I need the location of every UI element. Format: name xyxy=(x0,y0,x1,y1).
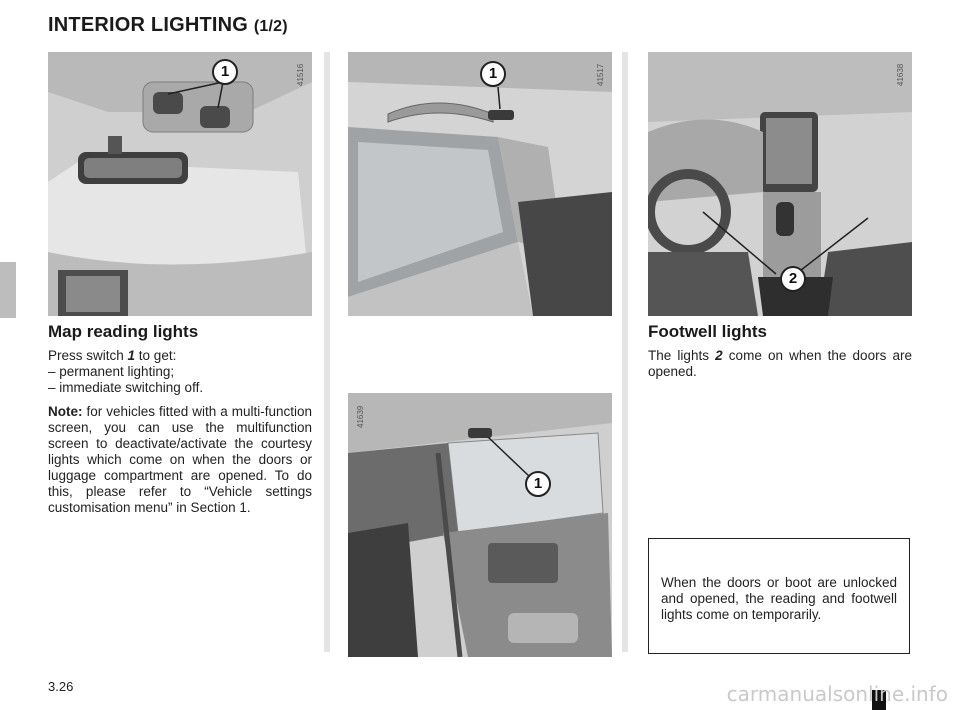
footwell-text: The lights xyxy=(648,348,716,363)
rear-light-drawing xyxy=(348,393,612,657)
map-reading-lights-text xyxy=(48,348,312,524)
info-note-box xyxy=(648,538,910,654)
note-paragraph xyxy=(48,404,312,516)
switch-ref: 1 xyxy=(127,348,136,363)
page-title xyxy=(48,14,288,37)
intro-line xyxy=(48,348,312,396)
footwell-lights-illustration xyxy=(648,52,912,316)
door-courtesy-light-illustration xyxy=(348,52,612,316)
info-note-text: When the doors or boot are unlocked and opened, the reading and footwell lights come on temporarily. xyxy=(661,575,897,622)
section-tab-marker xyxy=(0,262,16,318)
figure-ref-number: 41639 xyxy=(356,405,365,428)
list-item: – immediate switching off. xyxy=(48,380,204,395)
page-number: 3.26 xyxy=(48,679,74,694)
note-text: for vehicles fitted with a multi-function screen, you can use the multifunction screen to deactivate/activate the courtesy lights which come on when the doors or luggage compartment are opened. To do this, please refer to “Vehicle settings customisation menu” in Section 1. xyxy=(48,404,312,515)
intro-text-end: to get: xyxy=(135,348,177,363)
list-item: – permanent lighting; xyxy=(48,364,175,379)
footwell-lights-heading: Footwell lights xyxy=(648,322,767,341)
intro-text: Press switch xyxy=(48,348,128,363)
lights-ref: 2 xyxy=(715,348,723,363)
map-reading-lights-illustration xyxy=(48,52,312,316)
callout-1: 1 xyxy=(212,59,238,85)
column-divider-right xyxy=(622,52,628,652)
figure-ref-number: 41517 xyxy=(596,63,605,86)
callout-2: 2 xyxy=(780,266,806,292)
footwell-lights-text xyxy=(648,348,912,380)
page-title-suffix: (1/2) xyxy=(253,18,288,35)
callout-1: 1 xyxy=(480,61,506,87)
footwell-text-end: come on when the doors are opened. xyxy=(648,348,913,379)
map-reading-lights-heading: Map reading lights xyxy=(48,322,199,341)
figure-ref-number: 41516 xyxy=(296,63,305,86)
watermark: carmanualsonline.info xyxy=(726,682,948,706)
luggage-compartment-light-illustration xyxy=(348,393,612,657)
page-title-text: INTERIOR LIGHTING xyxy=(48,14,249,36)
door-light-drawing xyxy=(348,52,612,316)
figure-ref-number: 41638 xyxy=(896,63,905,86)
map-lights-drawing xyxy=(48,52,312,316)
note-label: Note: xyxy=(48,404,83,419)
callout-1: 1 xyxy=(525,471,551,497)
column-divider-left xyxy=(324,52,330,652)
